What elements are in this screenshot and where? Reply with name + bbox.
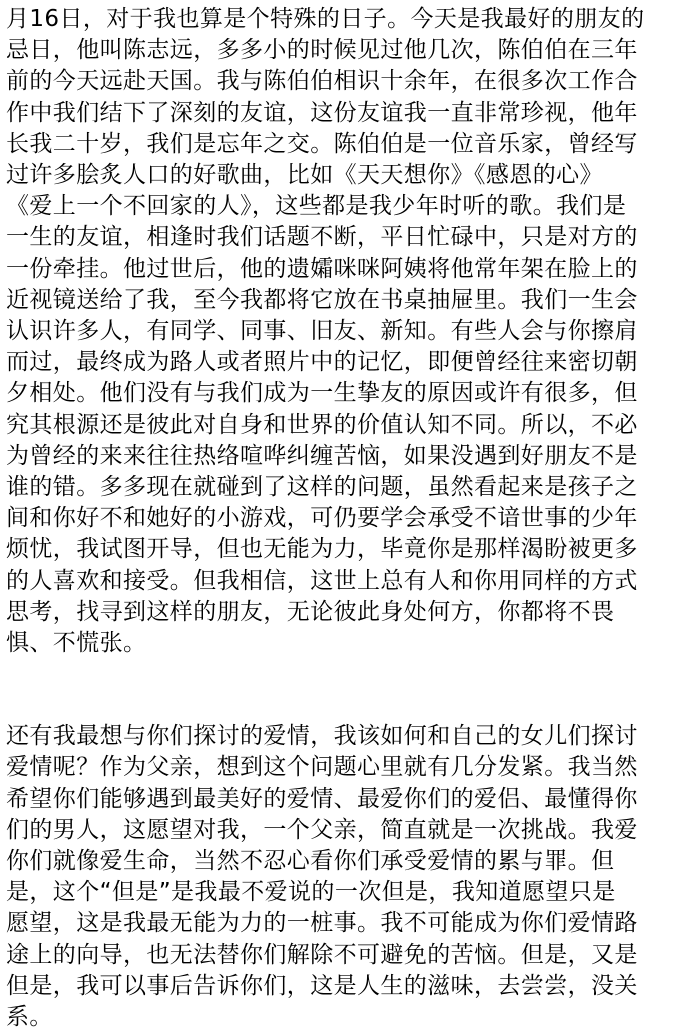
text-line: 希望你们能够遇到最美好的爱情、最爱你们的爱侣、最懂得你 xyxy=(6,785,638,812)
text-line: 近视镜送给了我，至今我都将它放在书桌抽屉里。我们一生会 xyxy=(6,286,638,313)
text-line: 《爱上一个不回家的人》，这些都是我少年时听的歌。我们是 xyxy=(6,193,627,220)
text-line: 们的男人，这愿望对我，一个父亲，简直就是一次挑战。我爱 xyxy=(6,816,638,843)
text-line: 是，这个“但是”是我最不爱说的一次但是，我知道愿望只是 xyxy=(6,879,616,906)
paragraph-spacer xyxy=(6,659,676,721)
text-line: 但是，我可以事后告诉你们，这是人生的滋味，去尝尝，没关 xyxy=(6,972,638,999)
text-line: 认识许多人，有同学、同事、旧友、新知。有些人会与你擦肩 xyxy=(6,318,638,345)
text-line: 你们就像爱生命，当然不忍心看你们承受爱情的累与罪。但 xyxy=(6,848,615,875)
text-line: 爱情呢？作为父亲，想到这个问题心里就有几分发紧。我当然 xyxy=(6,754,638,781)
document-body xyxy=(6,4,676,1033)
paragraph-love xyxy=(6,721,676,1033)
text-line: 为曾经的来来往往热络喧哗纠缠苦恼，如果没遇到好朋友不是 xyxy=(6,442,638,469)
text-line: 惧、不慌张。 xyxy=(6,630,147,657)
text-line: 系。 xyxy=(6,1004,53,1031)
text-line: 愿望，这是我最无能为力的一桩事。我不可能成为你们爱情路 xyxy=(6,910,638,937)
text-line: 月16日，对于我也算是个特殊的日子。今天是我最好的朋友的 xyxy=(6,6,645,32)
paragraph-friendship xyxy=(6,4,676,659)
text-line: 思考，找寻到这样的朋友，无论彼此身处何方，你都将不畏 xyxy=(6,598,615,625)
text-line: 长我二十岁，我们是忘年之交。陈伯伯是一位音乐家，曾经写 xyxy=(6,130,638,157)
text-line: 谁的错。多多现在就碰到了这样的问题，虽然看起来是孩子之 xyxy=(6,474,638,501)
text-line: 忌日，他叫陈志远，多多小的时候见过他几次，陈伯伯在三年 xyxy=(6,37,638,64)
text-line: 还有我最想与你们探讨的爱情，我该如何和自己的女儿们探讨 xyxy=(6,723,638,750)
text-line: 途上的向导，也无法替你们解除不可避免的苦恼。但是，又是 xyxy=(6,941,638,968)
text-line: 一份牵挂。他过世后，他的遗孀咪咪阿姨将他常年架在脸上的 xyxy=(6,255,638,282)
text-line: 的人喜欢和接受。但我相信，这世上总有人和你用同样的方式 xyxy=(6,567,638,594)
text-line: 一生的友谊，相逢时我们话题不断，平日忙碌中，只是对方的 xyxy=(6,224,638,251)
text-line: 烦忧，我试图开导，但也无能为力，毕竟你是那样渴盼被更多 xyxy=(6,536,638,563)
text-line: 究其根源还是彼此对自身和世界的价值认知不同。所以，不必 xyxy=(6,411,638,438)
text-line: 夕相处。他们没有与我们成为一生挚友的原因或许有很多，但 xyxy=(6,380,638,407)
text-line: 作中我们结下了深刻的友谊，这份友谊我一直非常珍视，他年 xyxy=(6,99,638,126)
text-line: 过许多脍炙人口的好歌曲，比如《天天想你》《感恩的心》 xyxy=(6,162,603,189)
text-line: 前的今天远赴天国。我与陈伯伯相识十余年，在很多次工作合 xyxy=(6,68,638,95)
text-line: 而过，最终成为路人或者照片中的记忆，即便曾经往来密切朝 xyxy=(6,349,638,376)
text-line: 间和你好不和她好的小游戏，可仍要学会承受不谙世事的少年 xyxy=(6,505,638,532)
